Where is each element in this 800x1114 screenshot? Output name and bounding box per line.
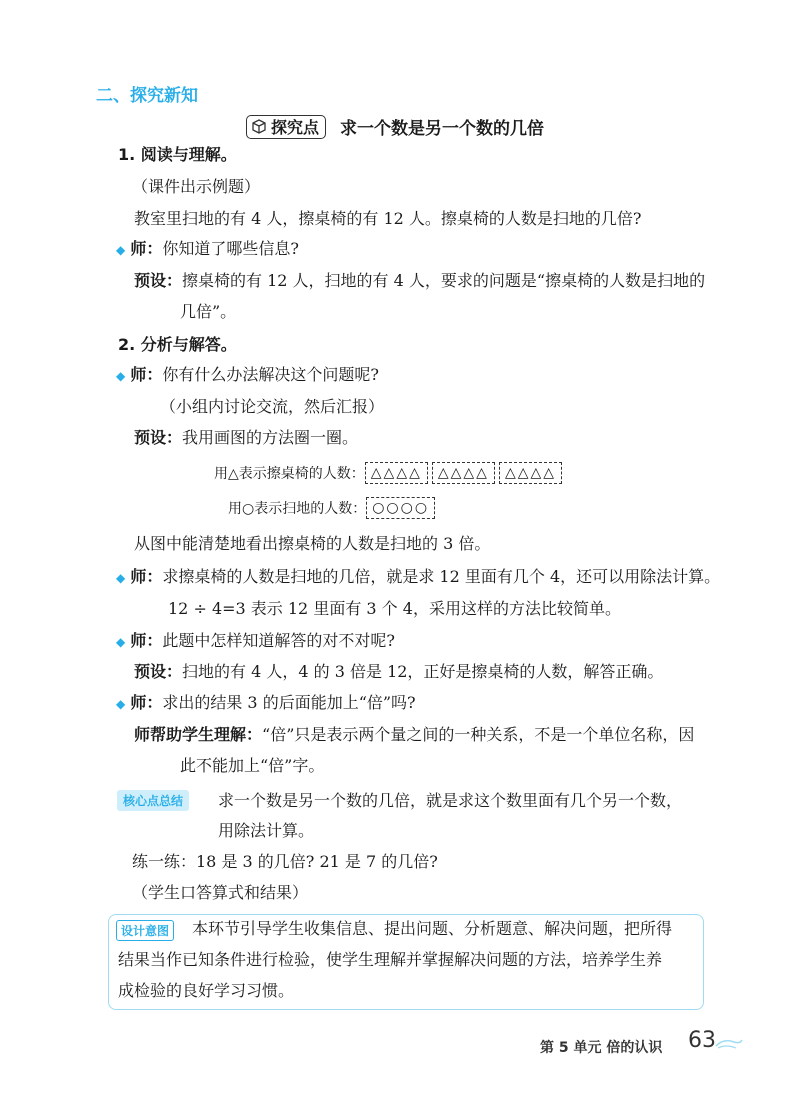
footer-unit: 第 5 单元 倍的认识 bbox=[540, 1040, 663, 1056]
teacher-line-5 bbox=[116, 692, 416, 715]
core-summary-line1: 求一个数是另一个数的几倍，就是求这个数里面有几个另一个数， bbox=[218, 791, 683, 810]
preset-label: 预设： bbox=[134, 662, 183, 681]
triangle-label: 用△表示擦桌椅的人数： bbox=[214, 466, 365, 482]
help-label: 师帮助学生理解： bbox=[134, 725, 263, 744]
leaf-decoration-icon bbox=[714, 1036, 744, 1052]
explore-title: 求一个数是另一个数的几倍 bbox=[340, 119, 545, 139]
circle-label: 用○表示扫地的人数： bbox=[228, 501, 367, 517]
help-line bbox=[134, 724, 694, 746]
teacher-label: 师： bbox=[130, 239, 163, 258]
preset-line-3 bbox=[134, 661, 663, 683]
triangle-row bbox=[214, 462, 566, 484]
teacher-label: 师： bbox=[130, 567, 163, 586]
section-title: 二、探究新知 bbox=[96, 86, 198, 106]
circle-row bbox=[228, 497, 439, 519]
core-summary-line2: 用除法计算。 bbox=[218, 821, 315, 840]
design-intent-line2: 结果当作已知条件进行检验，使学生理解并掌握解决问题的方法，培养学生养 bbox=[118, 950, 663, 969]
teacher-question: 你知道了哪些信息? bbox=[162, 239, 299, 258]
preset-line-2 bbox=[134, 427, 358, 449]
bullet-dot-icon: ◆ bbox=[116, 571, 126, 585]
bullet-dot-icon: ◆ bbox=[116, 635, 126, 649]
part2-note: （小组内讨论交流，然后汇报） bbox=[160, 397, 385, 416]
explore-heading bbox=[246, 114, 544, 139]
part1-note: （课件出示例题） bbox=[132, 177, 261, 196]
triangle-group: △△△△ bbox=[365, 462, 428, 484]
preset-answer: 擦桌椅的有 12 人，扫地的有 4 人，要求的问题是“擦桌椅的人数是扫地的 bbox=[182, 271, 706, 290]
design-intent-tag: 设计意图 bbox=[116, 920, 174, 941]
preset-label: 预设： bbox=[134, 428, 183, 447]
practice: 练一练：18 是 3 的几倍? 21 是 7 的几倍? bbox=[132, 852, 438, 871]
teacher-question: 求出的结果 3 的后面能加上“倍”吗? bbox=[162, 693, 416, 712]
bullet-dot-icon: ◆ bbox=[116, 243, 126, 257]
teacher-question: 你有什么办法解决这个问题呢? bbox=[162, 365, 379, 384]
practice-note: （学生口答算式和结果） bbox=[132, 883, 309, 902]
teacher-label: 师： bbox=[130, 365, 163, 384]
part2-title: 2. 分析与解答。 bbox=[118, 335, 237, 354]
teacher-question: 此题中怎样知道解答的对不对呢? bbox=[162, 631, 395, 650]
teacher-line-2 bbox=[116, 364, 379, 387]
triangle-group: △△△△ bbox=[499, 462, 562, 484]
circle-group: ○○○○ bbox=[366, 497, 435, 519]
help-line-cont: 此不能加上“倍”字。 bbox=[180, 756, 325, 775]
teacher-label: 师： bbox=[130, 693, 163, 712]
teacher-line-1 bbox=[116, 238, 299, 261]
cube-icon bbox=[251, 119, 267, 135]
teacher-line-4 bbox=[116, 630, 395, 653]
preset-label: 预设： bbox=[134, 271, 183, 290]
design-intent-line3: 成检验的良好学习习惯。 bbox=[118, 981, 295, 1000]
preset-line-1-cont: 几倍”。 bbox=[180, 302, 237, 321]
explore-tag-label: 探究点 bbox=[271, 118, 320, 137]
teacher-line-3 bbox=[116, 566, 720, 589]
conclusion: 从图中能清楚地看出擦桌椅的人数是扫地的 3 倍。 bbox=[134, 534, 491, 553]
bullet-dot-icon: ◆ bbox=[116, 369, 126, 383]
help-text: “倍”只是表示两个量之间的一种关系，不是一个单位名称，因 bbox=[262, 725, 695, 744]
teacher-label: 师： bbox=[130, 631, 163, 650]
preset-line-1 bbox=[134, 270, 705, 292]
explore-tag bbox=[246, 115, 326, 139]
teacher-line-3-cont: 12 ÷ 4=3 表示 12 里面有 3 个 4，采用这样的方法比较简单。 bbox=[168, 599, 621, 618]
core-summary-tag: 核心点总结 bbox=[117, 790, 189, 811]
part1-problem: 教室里扫地的有 4 人，擦桌椅的有 12 人。擦桌椅的人数是扫地的几倍? bbox=[134, 209, 642, 228]
design-intent-line1: 本环节引导学生收集信息、提出问题、分析题意、解决问题，把所得 bbox=[192, 919, 673, 938]
triangle-group: △△△△ bbox=[432, 462, 495, 484]
preset-answer: 我用画图的方法圈一圈。 bbox=[182, 428, 359, 447]
page-number: 63 bbox=[688, 1028, 716, 1053]
bullet-dot-icon: ◆ bbox=[116, 697, 126, 711]
preset-answer: 扫地的有 4 人，4 的 3 倍是 12，正好是擦桌椅的人数，解答正确。 bbox=[182, 662, 664, 681]
teacher-statement: 求擦桌椅的人数是扫地的几倍，就是求 12 里面有几个 4，还可以用除法计算。 bbox=[162, 567, 721, 586]
part1-title: 1. 阅读与理解。 bbox=[118, 145, 237, 164]
